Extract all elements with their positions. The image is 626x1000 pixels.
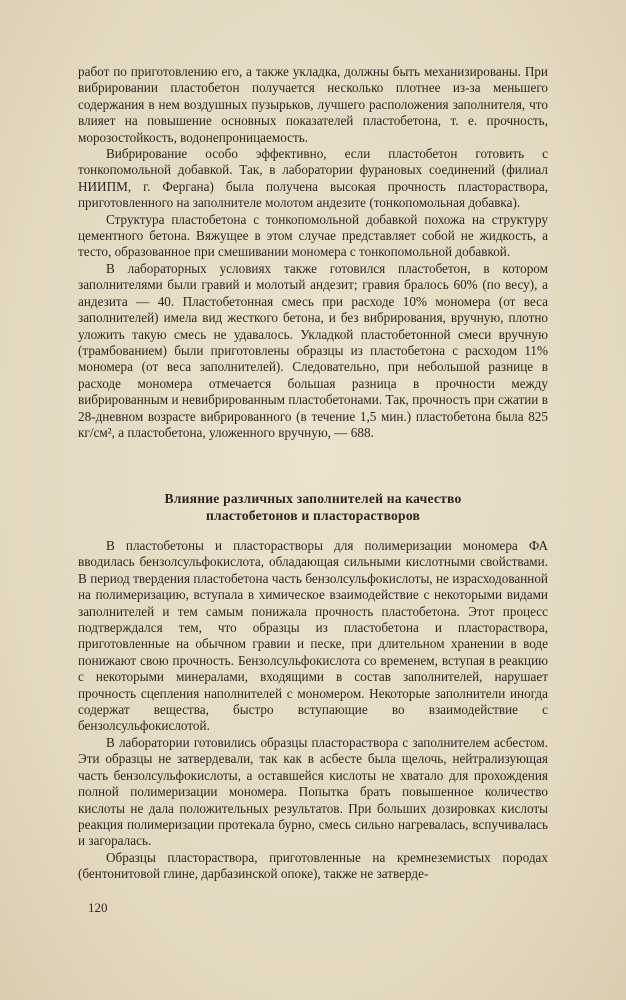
paragraph: Образцы пласторастворa, приготовленные на кремнеземистых породах (бентонитовой глине, дарбазинской опоке), также не затверде-	[78, 849, 548, 882]
section-heading-line-2: пластобетонов и пласторастворов	[205, 508, 421, 523]
bottom-text-block	[78, 538, 548, 883]
top-text-block	[78, 64, 548, 441]
section-heading-line-1: Влияние различных заполнителей на качество	[164, 491, 462, 506]
paragraph: В лабораторных условиях также готовился пластобетон, в котором заполнителями были гравий и молотый андезит; гравия бралось 60% (по весу), а андезита — 40. Пластобетонная смесь при расходе 10% мономера (от веса заполнителей) имела вид жесткого бетона, и без вибрирования, вручную, плотно уложить такую смесь не удавалось. Укладкой пластобетонной смеси вручную (трамбованием) были приготовлены образцы из пластобетона с расходом 11% мономера (от веса заполнителей). Следовательно, при небольшой разнице в расходе мономера отмечается большая разница в прочности между вибрированным и невибрированным пластобетонами. Так, прочность при сжатии в 28-дневном возрасте вибрированного (в течение 1,5 мин.) пластобетона была 825 кг/см², а пластобетона, уложенного вручную, — 688.	[78, 260, 548, 440]
paragraph: В пластобетоны и пласторастворы для полимеризации мономера ФА вводилась бензолсульфокислота, обладающая сильными кислотными свойствами. В период твердения пластобетона часть бензолсульфокислоты, не израсходованной на полимеризацию, вступала в химическое взаимодействие с некоторыми видами заполнителей и тем самым понижала прочность пластобетона. Этот процесс подтверждался тем, что образцы из пластобетона и пласторастворa, приготовленные на обычном гравии и песке, при длительном хранении в воде понижают свою прочность. Бензолсульфокислота со временем, вступая в реакцию с некоторыми минералами, входящими в состав заполнителей, нарушает прочность сцепления наполнителей с мономером. Некоторые заполнители иногда содержат вещества, быстро вступающие во взаимодействие с бензолсульфокислотой.	[78, 538, 548, 734]
paragraph: В лаборатории готовились образцы пласторастворa с заполнителем асбестом. Эти образцы не затвердевали, так как в асбесте была щелочь, нейтрализующая часть бензолсульфокислоты, а оставшейся кислоты не хватало для прохождения полной полимеризации мономера. Попытка брать повышенное количество кислоты не дала положительных результатов. При больших дозировках кислоты реакция полимеризации протекала бурно, смесь сильно нагревалась, вспучивалась и загоралась.	[78, 734, 548, 849]
paragraph: Вибрирование особо эффективно, если пластобетон готовить с тонкопомольной добавкой. Так, в лаборатории фурановых соединений (филиал НИИПМ, г. Фергана) была получена высокая прочность пласторастворa, приготовленного на заполнителе молотом андезите (тонкопомольная добавка).	[78, 146, 548, 211]
paragraph: работ по приготовлению его, а также укладка, должны быть механизированы. При вибрировании пластобетон получается несколько плотнее из-за меньшего содержания в нем воздушных пузырьков, лучшего расположения заполнителя, что влияет на повышение основных показателей пластобетона, т. е. прочность, морозостойкость, водонепроницаемость.	[78, 64, 548, 145]
section-heading	[78, 490, 548, 524]
paragraph: Структура пластобетона с тонкопомольной добавкой похожа на структуру цементного бетона. Вяжущее в этом случае представляет собой не жидкость, а тесто, образованное при смешивании мономера с тонкопомольной добавкой.	[78, 211, 548, 260]
page-number: 120	[88, 900, 108, 915]
